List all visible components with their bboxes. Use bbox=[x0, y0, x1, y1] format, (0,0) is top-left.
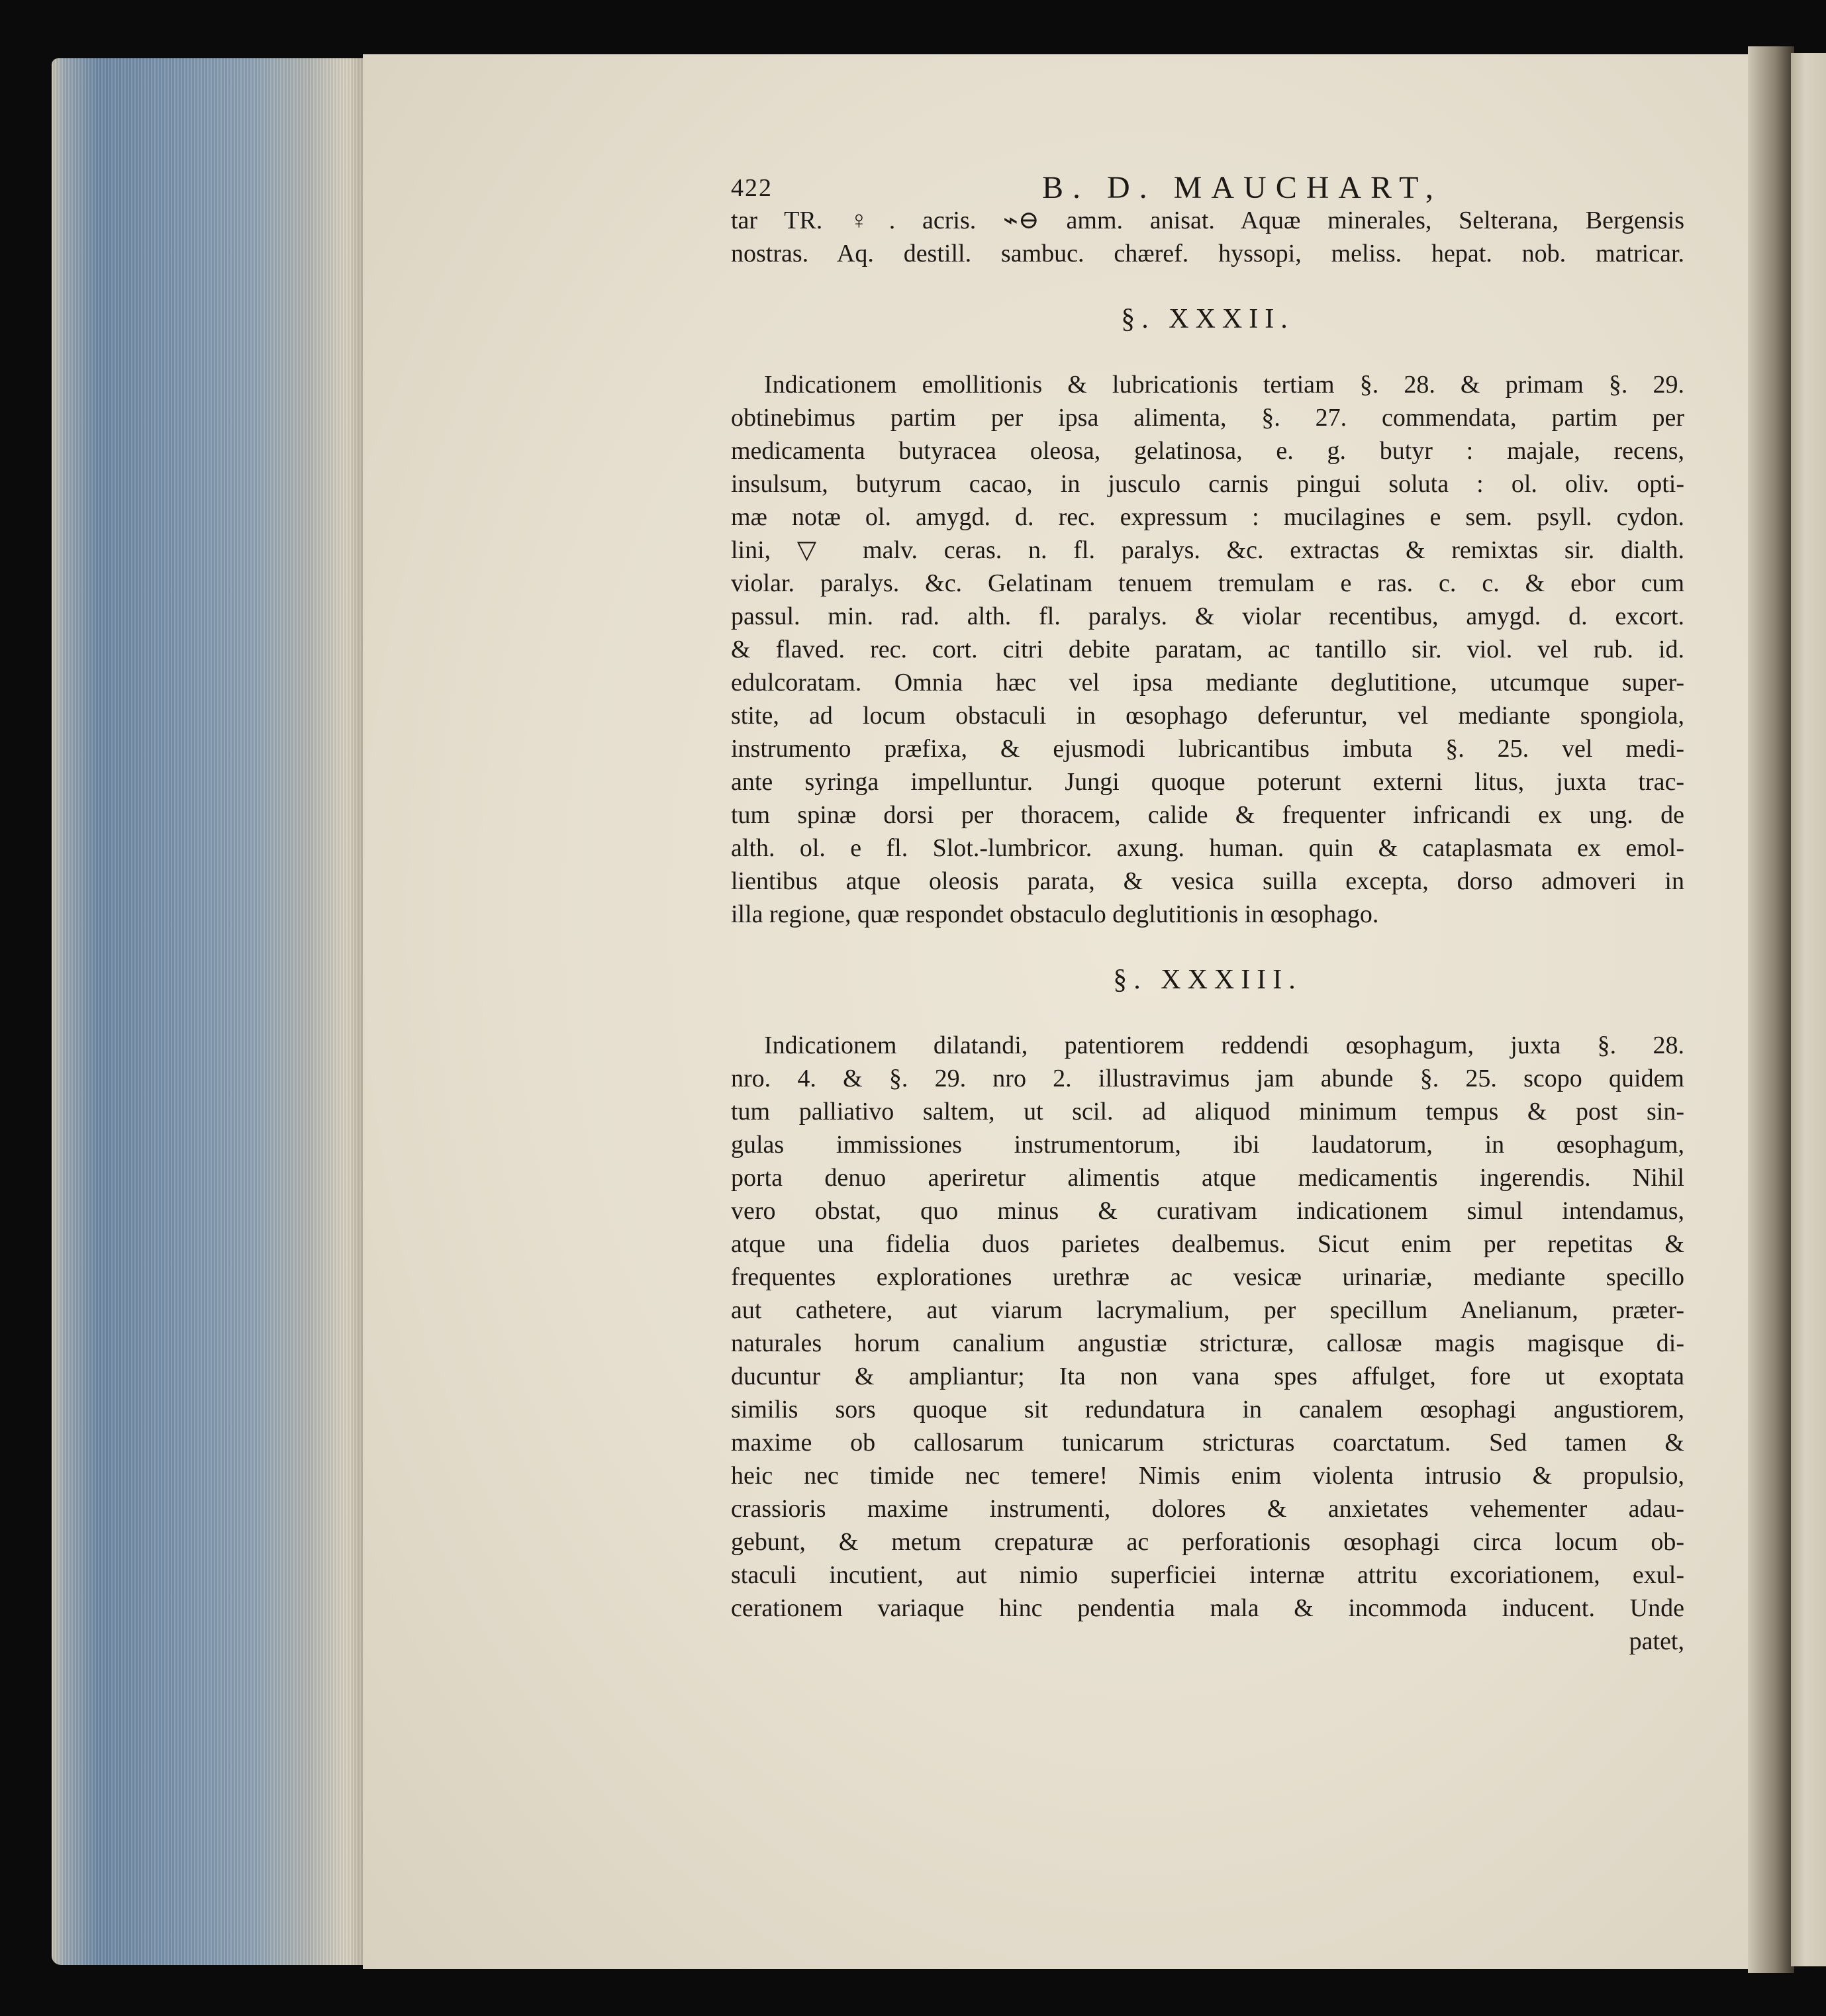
text-line: nostras. Aq. destill. sambuc. chæref. hyssopi, meliss. hepat. nob. matricar. bbox=[731, 240, 1684, 267]
text-line: frequentes explorationes urethræ ac vesicæ urinariæ, mediante specillo bbox=[731, 1263, 1684, 1291]
text-line: violar. paralys. &c. Gelatinam tenuem tremulam e ras. c. c. & ebor cum bbox=[731, 569, 1684, 597]
text-line: porta denuo aperiretur alimentis atque medicamentis ingerendis. Nihil bbox=[731, 1164, 1684, 1192]
text-line: lientibus atque oleosis parata, & vesica suilla excepta, dorso admoveri in bbox=[731, 867, 1684, 895]
text-line: obtinebimus partim per ipsa alimenta, §. 27. commendata, partim per bbox=[731, 404, 1684, 432]
text-line: medicamenta butyracea oleosa, gelatinosa, e. g. butyr : majale, recens, bbox=[731, 437, 1684, 465]
text-line: maxime ob callosarum tunicarum stricturas coarctatum. Sed tamen & bbox=[731, 1429, 1684, 1457]
text-line: ante syringa impelluntur. Jungi quoque poterunt externi litus, juxta trac- bbox=[731, 768, 1684, 796]
text-line: tar TR. ♀. acris. ⌁⊖ amm. anisat. Aquæ minerales, Selterana, Bergensis bbox=[731, 207, 1684, 234]
text-line: staculi incutient, aut nimio superficiei internæ attritu excoriationem, exul- bbox=[731, 1561, 1684, 1589]
text-line: edulcoratam. Omnia hæc vel ipsa mediante deglutitione, utcumque super- bbox=[731, 669, 1684, 696]
text-line: passul. min. rad. alth. fl. paralys. & violar recentibus, amygd. d. excort. bbox=[731, 602, 1684, 630]
section-32-paragraph bbox=[731, 368, 1684, 931]
section-heading: §. XXXIII. bbox=[1113, 965, 1302, 995]
text-line: vero obstat, quo minus & curativam indicationem simul intendamus, bbox=[731, 1197, 1684, 1225]
text-line: stite, ad locum obstaculi in œsophago deferuntur, vel mediante spongiola, bbox=[731, 702, 1684, 730]
text-line: similis sors quoque sit redundatura in canalem œsophagi angustiorem, bbox=[731, 1396, 1684, 1423]
text-line: atque una fidelia duos parietes dealbemus. Sicut enim per repetitas & bbox=[731, 1230, 1684, 1258]
text-line: gulas immissiones instrumentorum, ibi laudatorum, in œsophagum, bbox=[731, 1131, 1684, 1159]
text-block bbox=[731, 164, 1684, 1658]
text-line: aut cathetere, aut viarum lacrymalium, per specillum Anelianum, præter- bbox=[731, 1296, 1684, 1324]
running-title: B. D. MAUCHART, bbox=[1042, 170, 1443, 205]
text-line: crassioris maxime instrumenti, dolores & anxietates vehementer adau- bbox=[731, 1495, 1684, 1523]
text-line: nro. 4. & §. 29. nro 2. illustravimus jam abunde §. 25. scopo quidem bbox=[731, 1065, 1684, 1092]
book-fore-edge bbox=[52, 58, 363, 1965]
running-head bbox=[731, 164, 1684, 204]
carryover-text bbox=[731, 204, 1684, 270]
text-line: Indicationem emollitionis & lubricationis tertiam §. 28. & primam §. 29. bbox=[764, 371, 1684, 399]
text-line: Indicationem dilatandi, patentiorem reddendi œsophagum, juxta §. 28. bbox=[764, 1032, 1684, 1059]
text-line: & flaved. rec. cort. citri debite paratam, ac tantillo sir. viol. vel rub. id. bbox=[731, 636, 1684, 663]
text-line: tum palliativo saltem, ut scil. ad aliquod minimum tempus & post sin- bbox=[731, 1098, 1684, 1126]
text-line: insulsum, butyrum cacao, in jusculo carnis pingui soluta : ol. oliv. opti- bbox=[731, 470, 1684, 498]
text-line: illa regione, quæ respondet obstaculo deglutitionis in œsophago. bbox=[731, 900, 1379, 928]
text-line: alth. ol. e fl. Slot.-lumbricor. axung. human. quin & cataplasmata ex emol- bbox=[731, 834, 1684, 862]
catchword: patet, bbox=[1629, 1627, 1684, 1655]
text-line: tum spinæ dorsi per thoracem, calide & frequenter infricandi ex ung. de bbox=[731, 801, 1684, 829]
facing-page-edge bbox=[1791, 53, 1826, 1966]
text-line: lini, ▽ malv. ceras. n. fl. paralys. &c. extractas & remixtas sir. dialth. bbox=[731, 536, 1684, 564]
text-line: mæ notæ ol. amygd. d. rec. expressum : mucilagines e sem. psyll. cydon. bbox=[731, 503, 1684, 531]
text-line: heic nec timide nec temere! Nimis enim violenta intrusio & propulsio, bbox=[731, 1462, 1684, 1490]
text-line: gebunt, & metum crepaturæ ac perforationis œsophagi circa locum ob- bbox=[731, 1528, 1684, 1556]
section-33-paragraph bbox=[731, 1029, 1684, 1625]
section-heading: §. XXXII. bbox=[1121, 304, 1294, 334]
page-number: 422 bbox=[731, 174, 773, 202]
text-line: ducuntur & ampliantur; Ita non vana spes affulget, fore ut exoptata bbox=[731, 1363, 1684, 1390]
text-line: instrumento præfixa, & ejusmodi lubricantibus imbuta §. 25. vel medi- bbox=[731, 735, 1684, 763]
text-line: cerationem variaque hinc pendentia mala & incommoda inducent. Unde bbox=[731, 1594, 1684, 1622]
page-gutter bbox=[1748, 46, 1794, 1973]
text-line: naturales horum canalium angustiæ stricturæ, callosæ magis magisque di- bbox=[731, 1329, 1684, 1357]
